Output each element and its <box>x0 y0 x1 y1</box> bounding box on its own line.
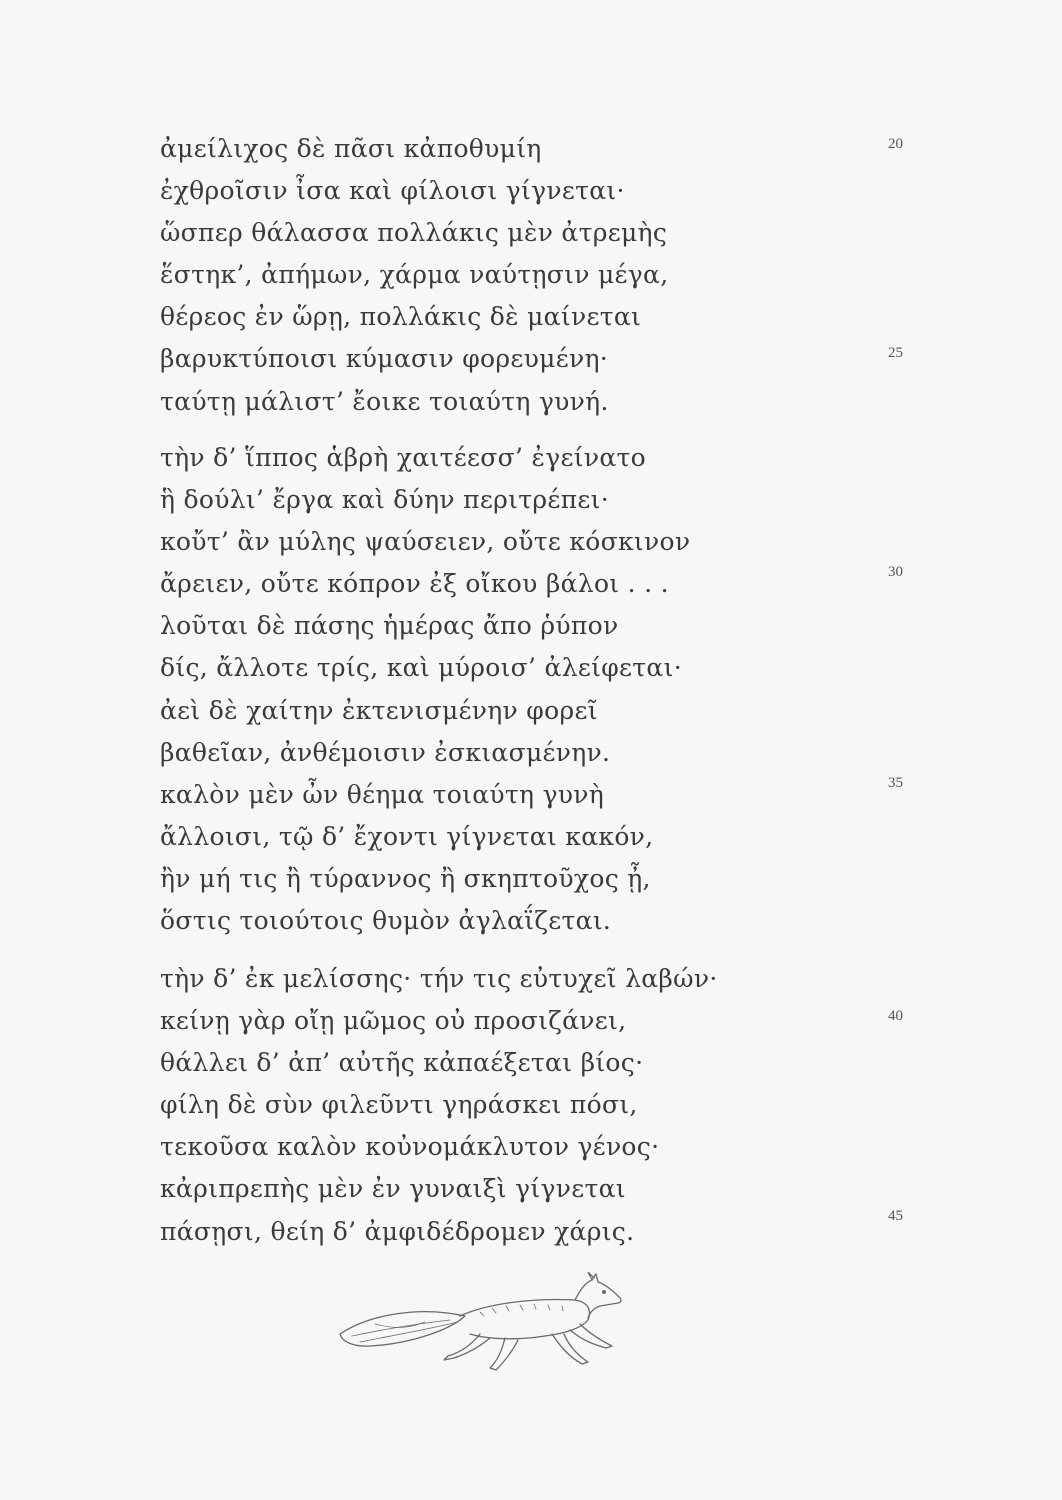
verse-line: θάλλει δ’ ἀπ’ αὐτῆς κἀπαέξεται βίος· <box>160 1048 644 1078</box>
line-number: 30 <box>888 564 903 580</box>
verse-line: ὥσπερ θάλασσα πολλάκις μὲν ἀτρεμὴς <box>160 218 668 248</box>
verse-line: κοὔτ’ ἂν μύλης ψαύσειεν, οὔτε κόσκινον <box>160 527 691 557</box>
line-number: 35 <box>888 775 903 791</box>
line-number: 25 <box>888 345 903 361</box>
verse-line: καλὸν μὲν ὦν θέημα τοιαύτη γυνὴ <box>160 779 605 809</box>
verse-line: τὴν δ’ ἐκ μελίσσης· τήν τις εὐτυχεῖ λαβών· <box>160 964 718 993</box>
line-number: 45 <box>888 1208 903 1224</box>
line-number: 20 <box>888 136 903 152</box>
fox-illustration-icon <box>330 1272 640 1382</box>
verse-line: θέρεος ἐν ὥρῃ, πολλάκις δὲ μαίνεται <box>160 302 642 332</box>
verse-line: φίλη δὲ σὺν φιλεῦντι γηράσκει πόσι, <box>160 1090 638 1120</box>
verse-line: ἀμείλιχος δὲ πᾶσι κἀποθυμίη <box>160 134 542 163</box>
verse-line: λοῦται δὲ πάσης ἡμέρας ἄπο ῥύπον <box>160 611 619 641</box>
verse-line: ἣ δούλι’ ἔργα καὶ δύην περιτρέπει· <box>160 485 609 515</box>
verse-line: ἕστηκ’, ἀπήμων, χάρμα ναύτῃσιν μέγα, <box>160 260 669 290</box>
verse-line: ἀεὶ δὲ χαίτην ἐκτενισμένην φορεῖ <box>160 695 598 725</box>
verse-line: ἢν μή τις ἢ τύραννος ἢ σκηπτοῦχος ᾖ, <box>160 863 651 893</box>
verse-line: δίς, ἄλλοτε τρίς, καὶ μύροισ’ ἀλείφεται· <box>160 653 682 683</box>
verse-line: ὅστις τοιούτοις θυμὸν ἀγλαΐζεται. <box>160 906 612 936</box>
verse-line: κἀριπρεπὴς μὲν ἐν γυναιξὶ γίγνεται <box>160 1174 626 1204</box>
verse-line: βαθεῖαν, ἀνθέμοισιν ἐσκιασμένην. <box>160 737 611 767</box>
verse-line: ἄλλοισι, τῷ δ’ ἔχοντι γίγνεται κακόν, <box>160 821 654 851</box>
stanza-1 <box>160 128 860 423</box>
verse-line: κείνῃ γὰρ οἴῃ μῶμος οὐ προσιζάνει, <box>160 1006 627 1036</box>
verse-line: βαρυκτύποισι κύμασιν φορευμένη· <box>160 344 608 374</box>
verse-line: ἄρειεν, οὔτε κόπρον ἐξ οἴκου βάλοι . . . <box>160 569 669 599</box>
stanza-2 <box>160 437 860 942</box>
verse-line: τεκοῦσα καλὸν κοὐνομάκλυτον γένος· <box>160 1132 660 1162</box>
verse-line: ἐχθροῖσιν ἶσα καὶ φίλοισι γίγνεται· <box>160 176 625 206</box>
stanza-3 <box>160 958 860 1253</box>
verse-line: πάσῃσι, θείη δ’ ἀμφιδέδρομεν χάρις. <box>160 1216 635 1246</box>
verse-line: ταύτῃ μάλιστ’ ἔοικε τοιαύτη γυνή. <box>160 386 609 416</box>
line-number: 40 <box>888 1008 903 1024</box>
verse-line: τὴν δ’ ἵππος ἁβρὴ χαιτέεσσ’ ἐγείνατο <box>160 443 646 472</box>
